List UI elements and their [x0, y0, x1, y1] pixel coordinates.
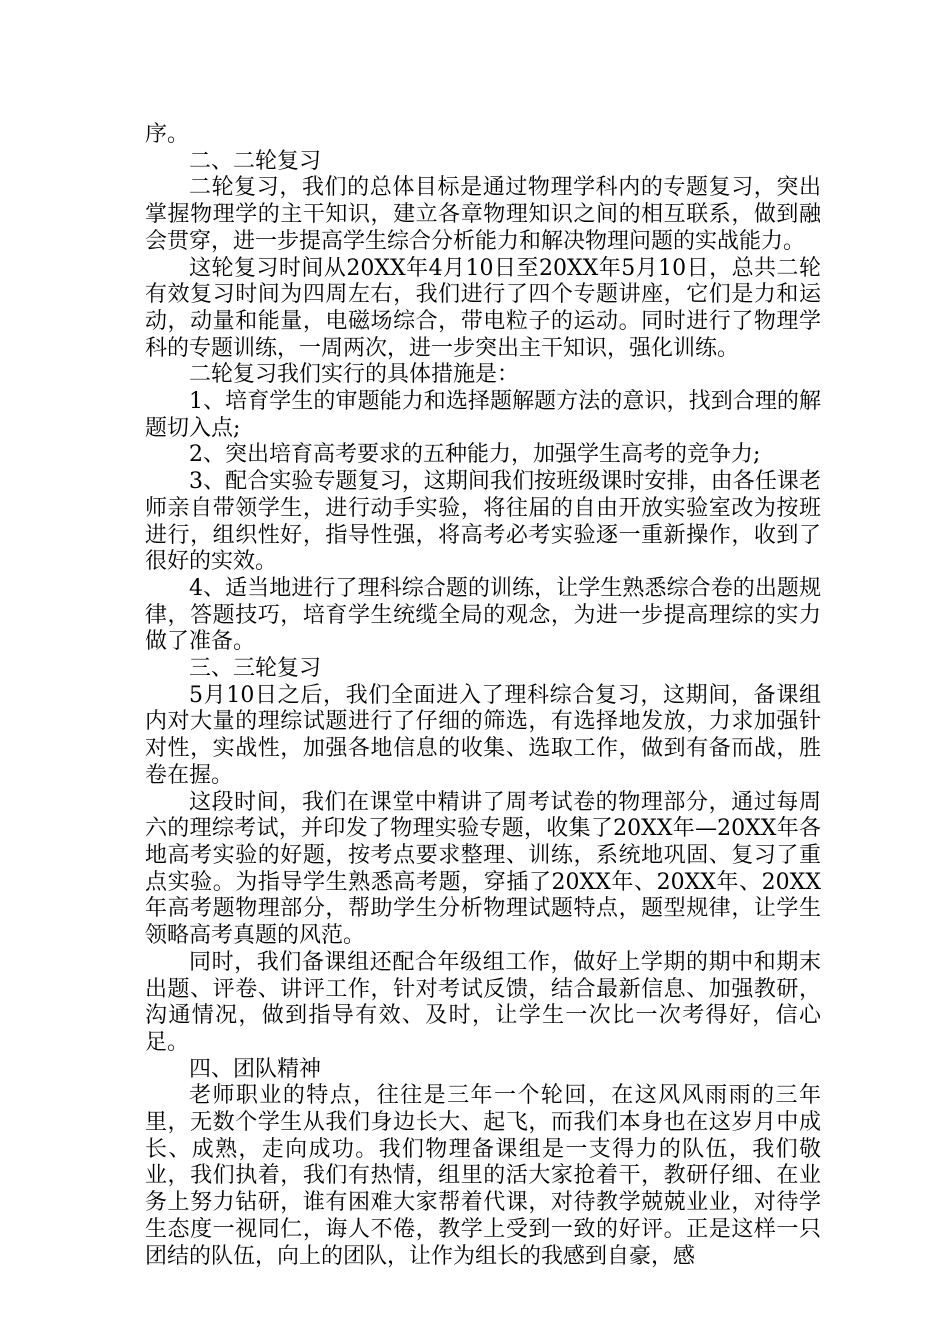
section-heading-third-round: 三、三轮复习 — [189, 656, 322, 682]
paragraph-continuation: 序。 — [145, 122, 190, 147]
list-item: 1、培育学生的审题能力和选择题解题方法的意识，找到合理的解题切入点; — [145, 389, 821, 441]
paragraph: 5月10日之后，我们全面进入了理科综合复习，这期间，备课组内对大量的理综试题进行了仔细的筛选，有选择地发放，力求加强针对性，实战性，加强各地信息的收集、选取工作，做到有备而战，胜卷在握。 — [145, 682, 821, 788]
list-item: 3、配合实验专题复习，这期间我们按班级课时安排，由各任课老师亲自带领学生，进行动手实验，将往届的自由开放实验室改为按班进行，组织性好，指导性强，将高考必考实验逐一重新操作，收到了很好的实效。 — [145, 469, 821, 575]
list-item: 4、适当地进行了理科综合题的训练，让学生熟悉综合卷的出题规律，答题技巧，培育学生统缆全局的观念，为进一步提高理综的实力做了准备。 — [145, 575, 821, 655]
paragraph: 二轮复习，我们的总体目标是通过物理学科内的专题复习，突出掌握物理学的主干知识，建立各章物理知识之间的相互联系，做到融会贯穿，进一步提高学生综合分析能力和解决物理问题的实战能力。 — [145, 175, 821, 254]
paragraph: 二轮复习我们实行的具体措施是： — [189, 362, 520, 388]
paragraph: 这段时间，我们在课堂中精讲了周考试卷的物理部分，通过每周六的理综考试，并印发了物理实验专题，收集了20XX年—20XX年各地高考实验的好题，按考点要求整理、训练，系统地巩固、复习了重点实验。为指导学生熟悉高考题，穿插了20XX年、20XX年、20XX年高考题物理部分，帮助学生分析物理试题特点，题型规律，让学生领略高考真题的风范。 — [145, 789, 821, 949]
section-heading-second-round: 二、二轮复习 — [189, 148, 322, 174]
paragraph: 同时，我们备课组还配合年级组工作，做好上学期的期中和期末出题、评卷、讲评工作，针对考试反馈，结合最新信息、加强教研，沟通情况，做到指导有效、及时，让学生一次比一次考得好，信心足。 — [145, 949, 821, 1055]
section-heading-team-spirit: 四、团队精神 — [189, 1056, 322, 1082]
document-page — [145, 122, 821, 1270]
paragraph: 老师职业的特点，往往是三年一个轮回，在这风风雨雨的三年里，无数个学生从我们身边长大、起飞，而我们本身也在这岁月中成长、成熟，走向成功。我们物理备课组是一支得力的队伍，我们敬业，我们执着，我们有热情，组里的活大家抢着干，教研仔细、在业务上努力钻研，谁有困难大家帮着代课，对待教学兢兢业业，对待学生态度一视同仁，诲人不倦，教学上受到一致的好评。正是这样一只团结的队伍，向上的团队，让作为组长的我感到自豪，感 — [145, 1083, 821, 1269]
paragraph: 这轮复习时间从20XX年4月10日至20XX年5月10日，总共二轮有效复习时间为四周左右，我们进行了四个专题讲座，它们是力和运动，动量和能量，电磁场综合，带电粒子的运动。同时进行了物理学科的专题训练，一周两次，进一步突出主干知识，强化训练。 — [145, 255, 821, 361]
list-item: 2、突出培育高考要求的五种能力，加强学生高考的竞争力; — [189, 442, 761, 468]
